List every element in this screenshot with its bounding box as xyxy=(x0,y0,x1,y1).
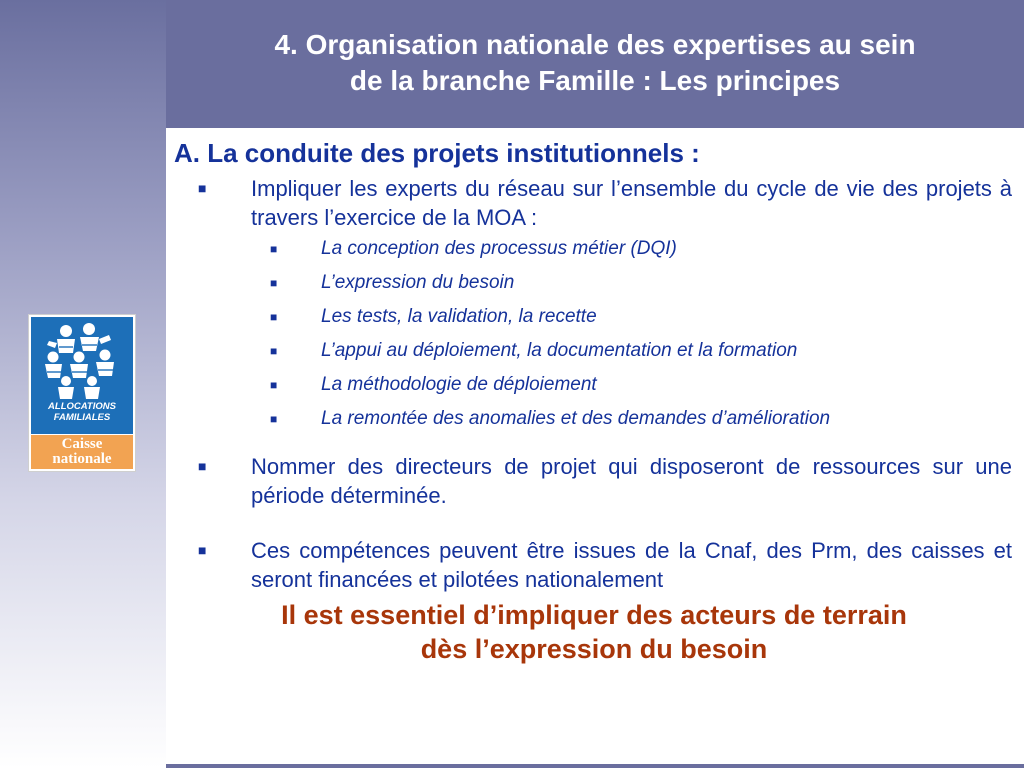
sub-bullet-item xyxy=(174,334,1014,368)
logo-allocations-text xyxy=(31,401,133,423)
bullet-text: Ces compétences peuvent être issues de la Cnaf, des Prm, des caisses et seront financées et pilotées nationalement xyxy=(251,538,1012,592)
sub-bullet-text: La méthodologie de déploiement xyxy=(321,374,597,395)
sub-bullet-text: La remontée des anomalies et des demandes d’amélioration xyxy=(321,408,831,429)
bullet-item xyxy=(174,174,1014,232)
section-title: A. La conduite des projets institutionnels : xyxy=(174,138,700,168)
logo-top-line-1: ALLOCATIONS xyxy=(48,401,116,412)
bullet-square-icon: ■ xyxy=(270,412,278,426)
bullet-item xyxy=(174,536,1014,594)
sub-bullet-item xyxy=(174,402,1014,436)
logo-orange-panel xyxy=(31,435,133,469)
bullet-square-icon: ■ xyxy=(270,242,278,256)
logo-bottom-line-2: nationale xyxy=(52,451,112,467)
bullet-square-icon: ■ xyxy=(198,458,207,474)
sub-bullet-item xyxy=(174,232,1014,266)
sub-bullet-text: La conception des processus métier (DQI) xyxy=(321,238,677,259)
bullet-square-icon: ■ xyxy=(270,310,278,324)
bullet-item xyxy=(174,452,1014,510)
sub-bullet-item xyxy=(174,300,1014,334)
slide-title-line-2: de la branche Famille : Les principes xyxy=(349,65,841,96)
logo-top-line-2: FAMILIALES xyxy=(53,412,111,423)
sub-bullet-text: L’appui au déploiement, la documentation et la formation xyxy=(321,340,798,361)
bullet-text: Impliquer les experts du réseau sur l’ensemble du cycle de vie des projets à travers l’exercice de la MOA : xyxy=(251,176,1012,230)
slide-title-line-1: 4. Organisation nationale des expertises au sein xyxy=(274,29,916,60)
conclusion-line-2: dès l’expression du besoin xyxy=(420,634,768,664)
bullet-square-icon: ■ xyxy=(270,378,278,392)
conclusion-line-1: Il est essentiel d’impliquer des acteurs de terrain xyxy=(281,600,907,630)
sub-bullet-text: L’expression du besoin xyxy=(321,272,515,293)
logo-bottom-line-1: Caisse xyxy=(61,436,103,452)
conclusion-statement xyxy=(174,598,1014,666)
logo-blue-panel xyxy=(31,317,133,434)
bullet-square-icon: ■ xyxy=(198,542,207,558)
bottom-rule xyxy=(166,764,1024,768)
family-figures-icon xyxy=(39,321,125,401)
sub-bullet-item xyxy=(174,266,1014,300)
bullet-square-icon: ■ xyxy=(270,344,278,358)
bullet-square-icon: ■ xyxy=(270,276,278,290)
sub-bullet-text: Les tests, la validation, la recette xyxy=(321,306,597,327)
caf-logo xyxy=(28,314,136,472)
slide-content xyxy=(174,136,1014,666)
sub-bullet-item xyxy=(174,368,1014,402)
bullet-text: Nommer des directeurs de projet qui disposeront de ressources sur une période déterminée. xyxy=(251,454,1012,508)
bullet-square-icon: ■ xyxy=(198,180,207,196)
slide-header xyxy=(166,0,1024,128)
